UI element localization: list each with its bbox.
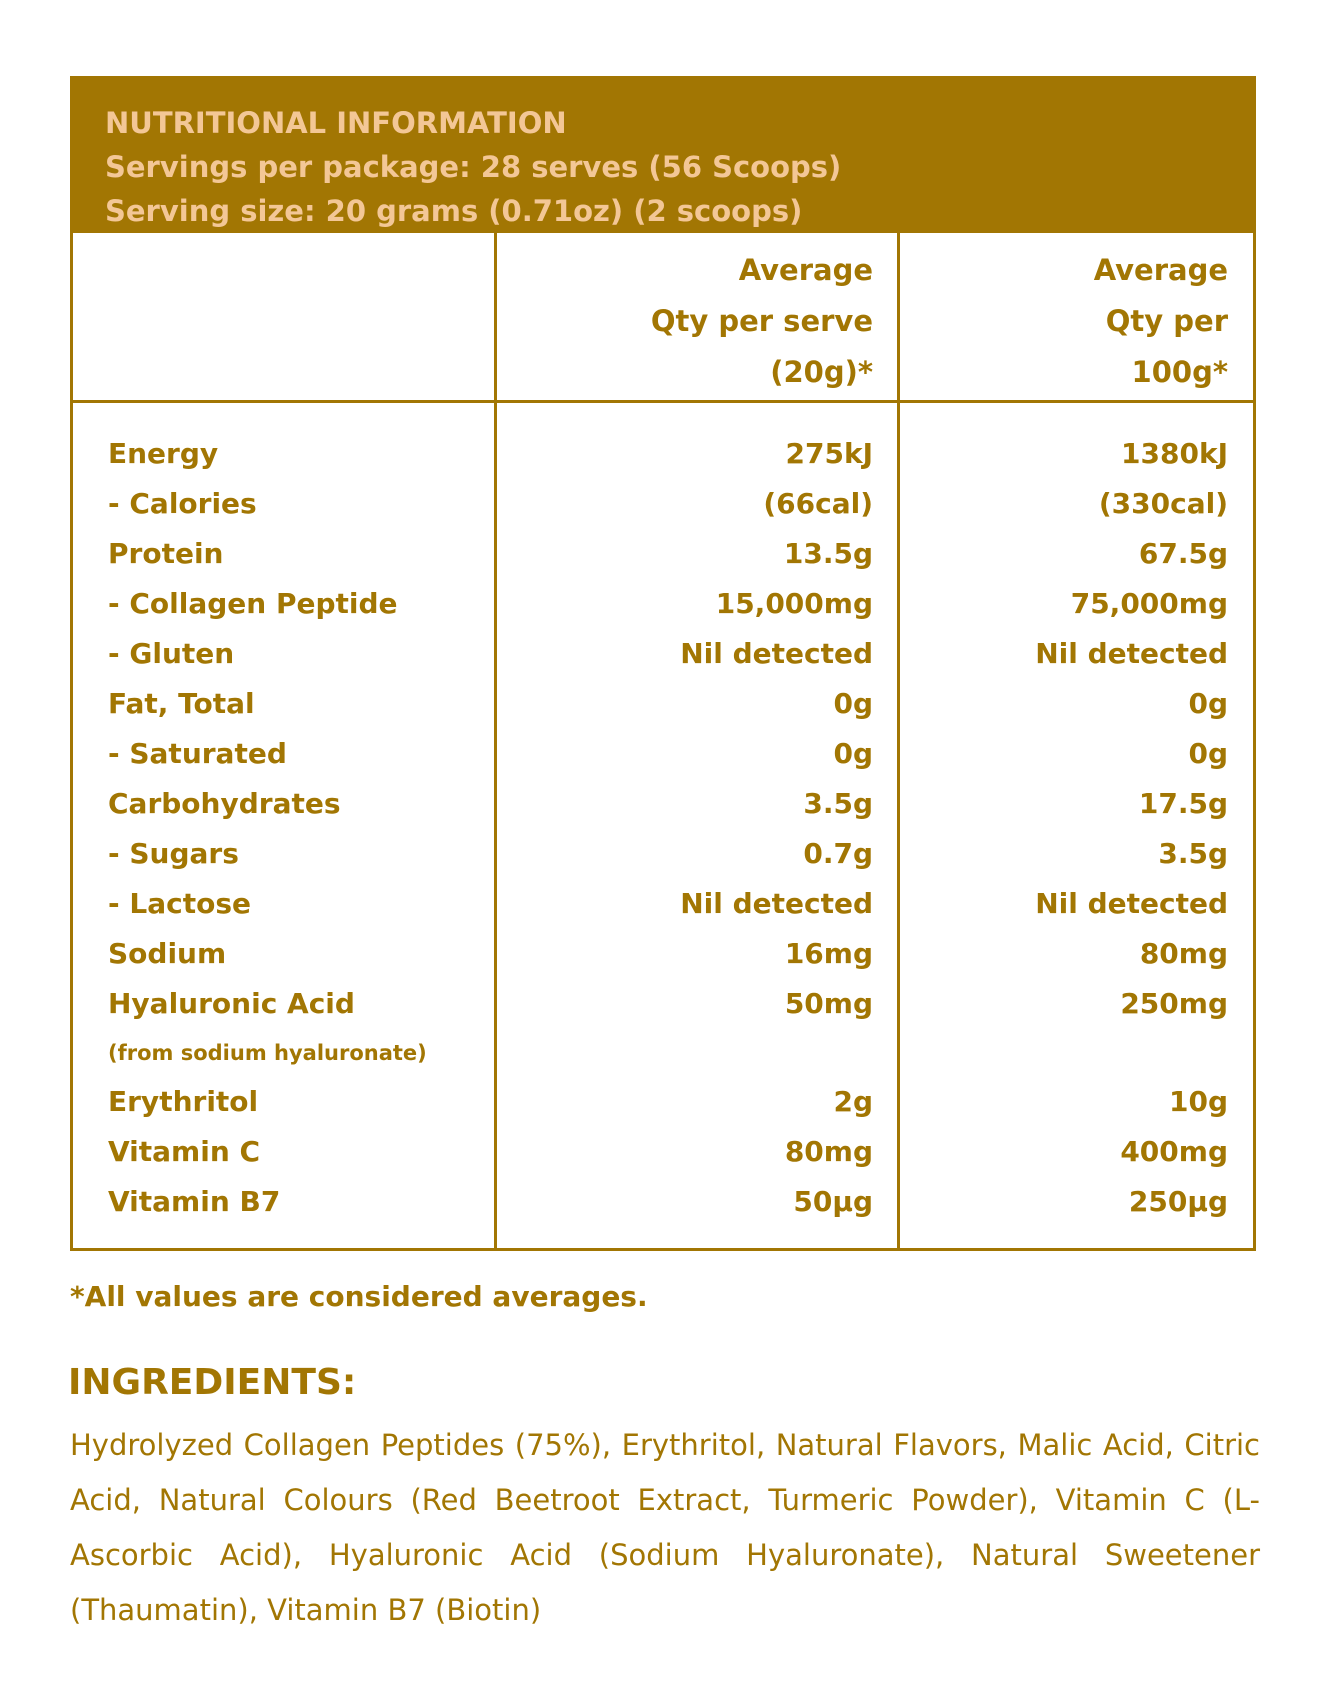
value-per-100g: 0g [1188,687,1228,720]
value-per-serve: 0g [833,737,873,770]
column-header-line: 100g* [1131,355,1228,389]
value-per-100g: Nil detected [1035,637,1228,670]
serving-size: Serving size: 20 grams (0.71oz) (2 scoops) [105,194,803,228]
value-per-100g: 1380kJ [1121,437,1228,470]
column-header-line: Average [738,253,873,287]
value-per-serve: Nil detected [680,887,873,920]
value-per-100g: 3.5g [1158,837,1228,870]
nutrition-panel [70,76,1256,1251]
value-per-serve: 15,000mg [715,587,873,620]
value-per-100g: 80mg [1139,937,1228,970]
value-per-100g: Nil detected [1035,887,1228,920]
value-per-100g: 250µg [1128,1185,1228,1218]
nutrient-name: - Lactose [108,887,251,920]
table-row [73,1077,1253,1127]
table-row [73,1029,1253,1077]
nutrient-name: - Sugars [108,837,239,870]
table-row [73,779,1253,829]
column-header-per-serve [493,245,873,398]
nutrient-name: Protein [108,537,224,570]
table-row [73,1127,1253,1177]
table-row [73,629,1253,679]
column-header-per-100g [908,245,1228,398]
ingredients-title: INGREDIENTS: [68,1362,357,1403]
column-header-line: (20g)* [770,355,873,389]
value-per-100g: 17.5g [1138,787,1228,820]
column-header-line: Qty per serve [650,304,873,338]
nutrient-name: Vitamin C [108,1135,261,1168]
nutrient-name: Erythritol [108,1085,259,1118]
table-row [73,929,1253,979]
nutrition-header [73,79,1253,233]
nutrient-name: - Saturated [108,737,287,770]
value-per-serve: 80mg [784,1135,873,1168]
header-divider [73,400,1253,403]
nutrition-title: NUTRITIONAL INFORMATION [105,106,567,140]
value-per-serve: 50mg [784,987,873,1020]
table-row [73,729,1253,779]
table-row [73,529,1253,579]
averages-footnote: *All values are considered averages. [70,1280,648,1313]
servings-per-package: Servings per package: 28 serves (56 Scoops) [105,150,842,184]
ingredients-text: Hydrolyzed Collagen Peptides (75%), Erythritol, Natural Flavors, Malic Acid, Citric Acid, Natural Colours (Red Beetroot Extract, Turmeric Powder), Vitamin C (L-Ascorbic Acid), Hyaluronic Acid (Sodium Hyaluronate), Natural Sweetener (Thaumatin), Vitamin B7 (Biotin) [70,1428,1260,1627]
value-per-serve: 16mg [784,937,873,970]
value-per-serve: (66cal) [763,487,873,520]
value-per-100g: 400mg [1120,1135,1228,1168]
nutrition-rows [73,429,1253,1227]
value-per-100g: 75,000mg [1070,587,1228,620]
table-row [73,479,1253,529]
nutrient-name: Energy [108,437,219,470]
value-per-100g: 67.5g [1138,537,1228,570]
value-per-serve: 275kJ [785,437,873,470]
nutrient-name: Hyaluronic Acid [108,987,355,1020]
value-per-100g: 250mg [1120,987,1228,1020]
value-per-serve: 50µg [793,1185,873,1218]
table-row [73,979,1253,1029]
nutrient-name: - Collagen Peptide [108,587,398,620]
value-per-100g: (330cal) [1098,487,1228,520]
value-per-serve: Nil detected [680,637,873,670]
nutrient-name: Fat, Total [108,687,255,720]
table-row [73,579,1253,629]
nutrient-name: Sodium [108,937,227,970]
value-per-100g: 10g [1168,1085,1228,1118]
value-per-serve: 13.5g [783,537,873,570]
table-row [73,679,1253,729]
column-header-line: Average [1093,253,1228,287]
value-per-serve: 2g [833,1085,873,1118]
value-per-100g: 0g [1188,737,1228,770]
nutrient-name: Vitamin B7 [108,1185,281,1218]
nutrient-name: Carbohydrates [108,787,341,820]
column-header-line: Qty per [1105,304,1228,338]
nutrient-name: - Gluten [108,637,235,670]
value-per-serve: 3.5g [803,787,873,820]
table-row [73,1177,1253,1227]
nutrition-table [73,233,1253,1248]
value-per-serve: 0g [833,687,873,720]
value-per-serve: 0.7g [803,837,873,870]
table-row [73,829,1253,879]
nutrient-name: (from sodium hyaluronate) [108,1041,427,1065]
table-row [73,429,1253,479]
table-row [73,879,1253,929]
nutrient-name: - Calories [108,487,257,520]
